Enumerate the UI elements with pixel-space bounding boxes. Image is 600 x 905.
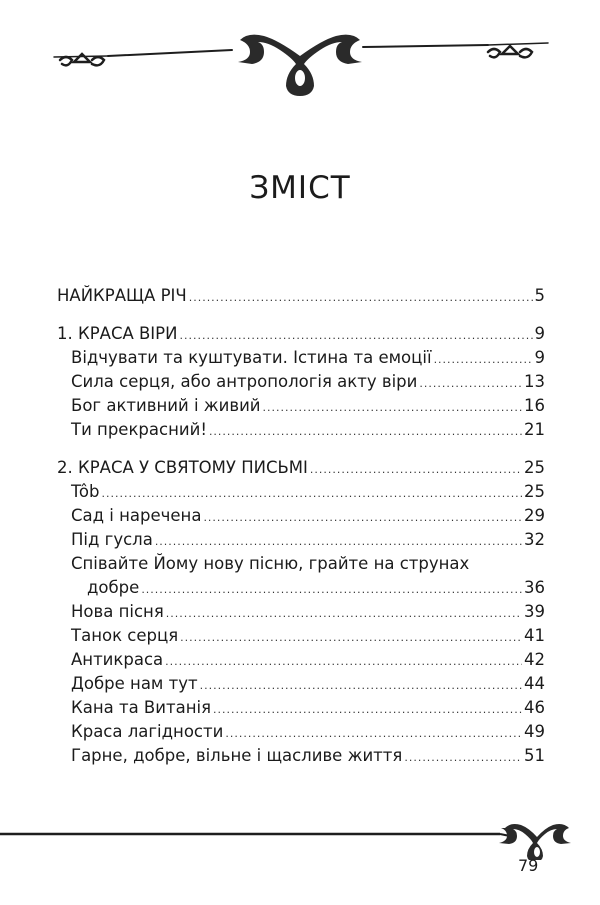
toc-entry [57,370,545,394]
toc-entry [57,346,545,370]
toc-entry-label: Гарне, добре, вільне і щасливе життя [71,746,403,765]
toc-entry-page: 51 [524,746,545,765]
toc-entry-label: Добре нам тут [71,674,198,693]
toc-entry-page: 9 [534,348,545,367]
toc-entry [57,528,545,552]
toc-entry-label: НАЙКРАЩА РІЧ [57,286,187,305]
toc-entry [57,480,545,504]
toc-entry-page: 16 [524,396,545,415]
toc-entry-page: 32 [524,530,545,549]
toc-entry [57,418,545,442]
dot-leader [434,348,533,372]
toc-entry-label: Сила серця, або антропологія акту віри [71,372,418,391]
toc-entry [57,504,545,528]
toc-entry-page: 13 [524,372,545,391]
toc-entry [57,576,545,600]
dot-leader [141,578,522,602]
dot-leader [155,530,522,554]
dot-leader [404,746,522,770]
toc-entry-page: 5 [534,286,545,305]
toc-entry [57,696,545,720]
dot-leader [189,286,533,310]
toc-entry-page: 39 [524,602,545,621]
top-ornament-divider [0,0,600,120]
toc-entry-page: 9 [534,324,545,343]
dot-leader [310,458,522,482]
toc-entry-page: 25 [524,458,545,477]
dot-leader [102,482,523,506]
toc-entry-label: Кана та Витанія [71,698,212,717]
toc-entry-page: 41 [524,626,545,645]
toc-entry [57,624,545,648]
page-title: ЗМІСТ [249,170,351,206]
toc-entry-page: 42 [524,650,545,669]
toc-entry-page: 25 [524,482,545,501]
dot-leader [213,698,522,722]
toc-entry-label: Нова пісня [71,602,164,621]
dot-leader [225,722,522,746]
dot-leader [165,650,522,674]
toc-chapter-2 [57,456,545,480]
dot-leader [203,506,522,530]
dot-leader [179,324,532,348]
toc-entry-label: Відчувати та куштувати. Істина та емоції [71,348,432,367]
toc-entry-intro [57,284,545,308]
toc-entry [57,648,545,672]
toc-entry-label: Під гусла [71,530,153,549]
toc-entry [57,720,545,744]
toc-entry-page: 36 [524,578,545,597]
toc-entry-label-line2: добре [87,578,140,597]
dot-leader [166,602,522,626]
toc-entry [57,600,545,624]
toc-entry-page: 44 [524,674,545,693]
toc-entry [57,394,545,418]
toc-entry-label: Краса лагідности [71,722,224,741]
toc-entry-label: Ти прекрасний! [71,420,207,439]
toc-entry-label: Танок серця [71,626,179,645]
table-of-contents [57,284,545,768]
dot-leader [209,420,522,444]
bottom-ornament-divider [0,810,600,860]
toc-entry-page: 49 [524,722,545,741]
dot-leader [419,372,522,396]
dot-leader [263,396,522,420]
toc-entry-page: 21 [524,420,545,439]
toc-entry [57,744,545,768]
dot-leader [180,626,522,650]
toc-entry [57,672,545,696]
toc-chapter-1 [57,322,545,346]
toc-entry-label: 2. КРАСА У СВЯТОМУ ПИСЬМІ [57,458,308,477]
toc-entry-label: 1. КРАСА ВІРИ [57,324,178,343]
toc-entry-label: Бог активний і живий [71,396,261,415]
toc-entry-label: Tôb [71,482,100,501]
toc-entry-label-line1: Співайте Йому нову пісню, грайте на струнах [71,554,470,573]
toc-entry-page: 29 [524,506,545,525]
dot-leader [200,674,522,698]
toc-entry-page: 46 [524,698,545,717]
toc-entry-label: Антикраса [71,650,164,669]
toc-entry-label: Сад і наречена [71,506,202,525]
page-number: 79 [518,856,539,875]
